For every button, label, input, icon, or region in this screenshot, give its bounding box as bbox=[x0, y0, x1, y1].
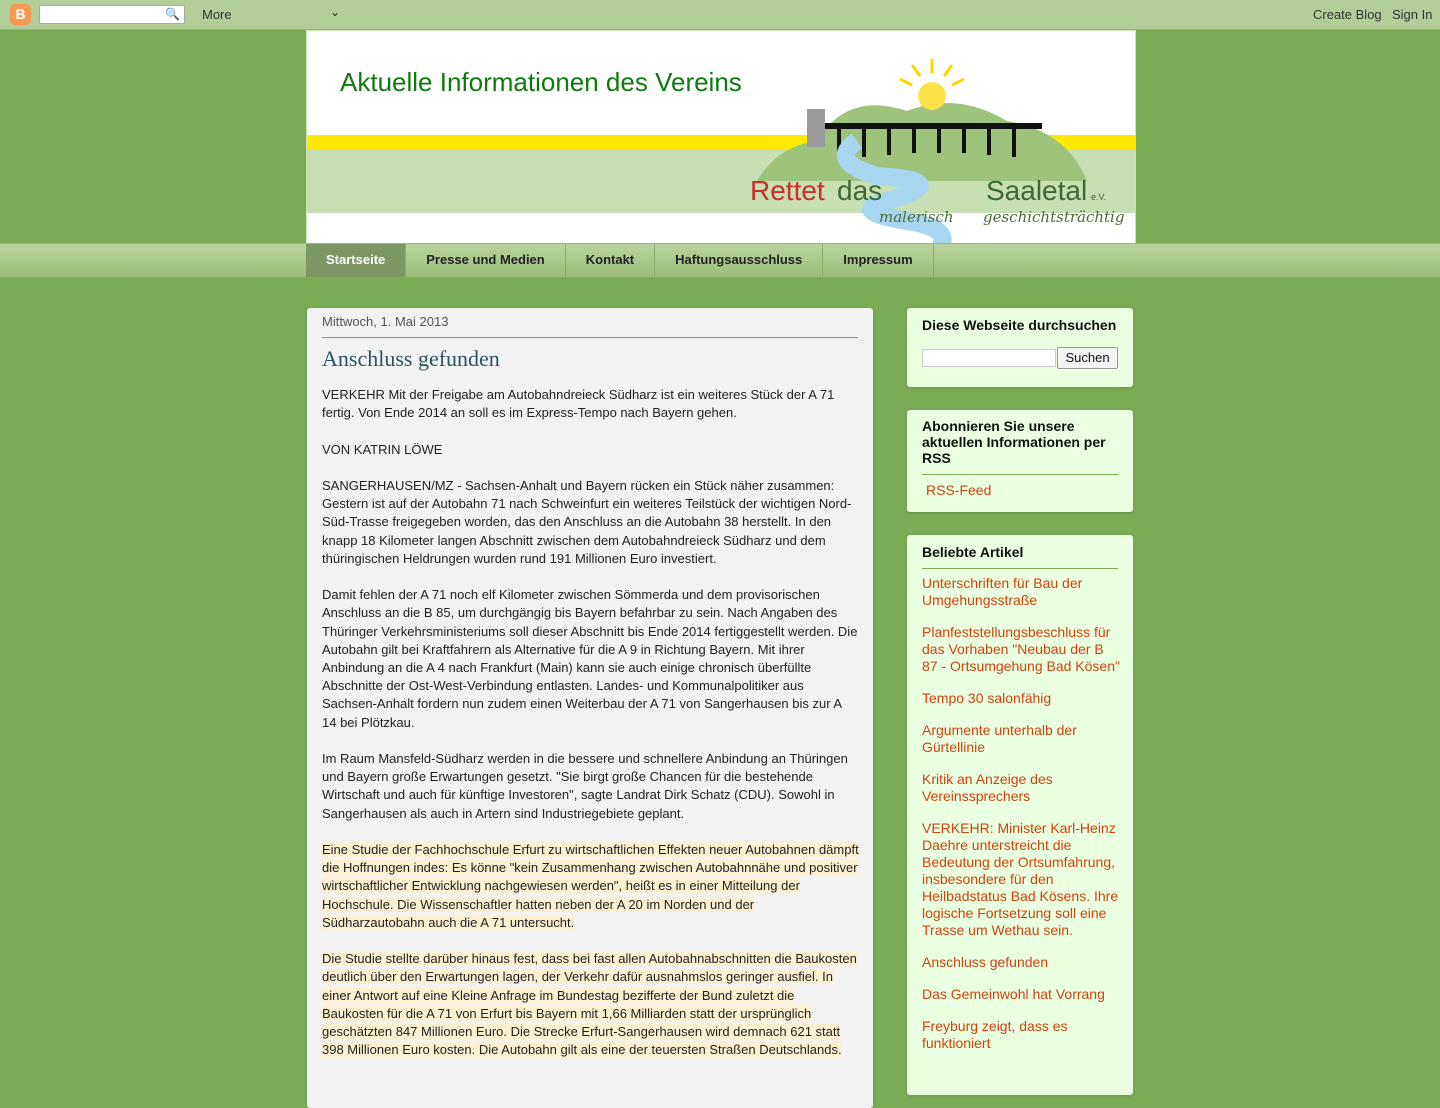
page-tabs-bar bbox=[0, 243, 1440, 278]
search-widget-title: Diese Webseite durchsuchen bbox=[922, 317, 1117, 333]
post-paragraph: VON KATRIN LÖWE bbox=[322, 441, 443, 457]
rss-widget-title: Abonnieren Sie unsere aktuellen Informationen per RSS bbox=[922, 418, 1118, 475]
more-dropdown[interactable]: More bbox=[202, 7, 232, 22]
post-date: Mittwoch, 1. Mai 2013 bbox=[322, 314, 858, 338]
blogger-logo-icon[interactable]: B bbox=[10, 4, 31, 25]
popular-post-link[interactable]: Planfeststellungsbeschluss für das Vorhaben "Neubau der B 87 - Ortsumgehung Bad Kösen" bbox=[922, 624, 1120, 674]
post-paragraph-highlighted bbox=[322, 841, 859, 932]
popular-post-link[interactable]: VERKEHR: Minister Karl-Heinz Daehre unterstreicht die Bedeutung der Ortsumfahrung, insbesondere für den Heilbadstatus Bad Kösens. Ihre logische Fortsetzung soll eine Trasse um Wethau sein. bbox=[922, 820, 1119, 938]
page-tabs bbox=[306, 244, 934, 277]
post-paragraph: SANGERHAUSEN/MZ - Sachsen-Anhalt und Bayern rücken ein Stück näher zusammen: Gestern ist auf der Autobahn 71 nach Schweinfurt ein weiteres Teilstück der wichtigen Nord-Süd-Trasse freigegeben worden, das den Anschluss an die Autobahn 38 herstellt. In den knapp 18 Kilometer langen Abschnitt zwischen dem Autobahndreieck Südharz und dem thüringischen Heldrungen wurden rund 191 Millionen Euro investiert. bbox=[322, 477, 852, 566]
highlighted-text: Die Studie stellte darüber hinaus fest, dass bei fast allen Autobahnabschnitten die Baukosten deutlich über den Erwartungen lagen, der Verkehr dafür ausnahmslos geringer ausfiel. In einer Antwort auf eine Kleine Anfrage im Bundestag bezifferte der Bund zuletzt die Baukosten für die A 71 von Erfurt bis Bayern mit 1,66 Milliarden statt der ursprünglich geschätzten 847 Millionen Euro. Die Strecke Erfurt-Sangerhausen wird demnach 621 statt 398 Millionen Euro kosten. Die Autobahn gilt als eine der teuersten Straßen Deutschlands. bbox=[322, 951, 857, 1058]
post-paragraph-highlighted bbox=[322, 950, 859, 1059]
blogger-navbar bbox=[0, 0, 1440, 30]
popular-post-link[interactable]: Unterschriften für Bau der Umgehungsstraße bbox=[922, 575, 1083, 608]
brand-rettet: Rettet bbox=[750, 175, 825, 206]
tab-startseite[interactable]: Startseite bbox=[306, 244, 406, 277]
rss-widget bbox=[907, 410, 1133, 512]
search-icon[interactable]: 🔍 bbox=[165, 7, 180, 21]
post-paragraph: VERKEHR Mit der Freigabe am Autobahndreieck Südharz ist ein weiteres Stück der A 71 fertig. Von Ende 2014 an soll es im Express-Tempo nach Bayern gehen. bbox=[322, 387, 835, 421]
tab-haftungsausschluss[interactable]: Haftungsausschluss bbox=[655, 244, 823, 277]
blog-post bbox=[307, 308, 873, 1108]
popular-posts-widget bbox=[907, 535, 1133, 1095]
chevron-down-icon[interactable]: ⌄ bbox=[330, 5, 341, 19]
blog-title[interactable]: Aktuelle Informationen des Vereins bbox=[340, 67, 742, 97]
post-title[interactable]: Anschluss gefunden bbox=[322, 346, 500, 371]
tagline-malerisch: malerisch bbox=[879, 208, 954, 226]
brand-ev: e.V. bbox=[1091, 192, 1107, 202]
tagline-geschichtstraechtig: geschichtsträchtig bbox=[983, 208, 1125, 226]
blog-header bbox=[306, 30, 1136, 244]
search-input[interactable] bbox=[922, 349, 1056, 367]
popular-post-link[interactable]: Tempo 30 salonfähig bbox=[922, 690, 1052, 706]
brand-das: das bbox=[837, 175, 883, 206]
highlighted-text: Eine Studie der Fachhochschule Erfurt zu wirtschaftlichen Effekten neuer Autobahnen dämpft die Hoffnungen indes: Es könne "kein Zusammenhang zwischen Autobahnnähe und positiver wirtschaftlicher Entwicklung nachgewiesen werden", heißt es in einer Mitteilung der Hochschule. Die Wissenschaftler hatten neben der A 20 im Norden und der Südharzautobahn auch die A 71 untersucht. bbox=[322, 842, 859, 930]
tab-presse-und-medien[interactable]: Presse und Medien bbox=[406, 244, 565, 277]
popular-post-link[interactable]: Freyburg zeigt, dass es funktioniert bbox=[922, 1018, 1068, 1051]
popular-posts-list bbox=[922, 575, 1122, 1067]
tab-impressum[interactable]: Impressum bbox=[823, 244, 933, 277]
post-paragraph: Damit fehlen der A 71 noch elf Kilometer zwischen Sömmerda und dem provisorischen Anschluss an die B 85, um durchgängig bis Bayern befahrbar zu sein. Nach Angaben des Thüringer Verkehrsministeriums soll dieser Abschnitt bis Ende 2014 fertiggestellt werden. Die Autobahn gilt bei Kraftfahrern als Alternative für die A 9 in Richtung Bayern. Mit ihrer Anbindung an die A 4 nach Frankfurt (Main) kann sie auch einige chronisch überfüllte Abschnitte der Ost-West-Verbindung entlasten. Landes- und Kommunalpolitiker aus Sachsen-Anhalt fordern nun zudem einen Weiterbau der A 71 von Sangerhausen bis zur A 14 bei Plötzkau. bbox=[322, 587, 858, 730]
popular-post-link[interactable]: Das Gemeinwohl hat Vorrang bbox=[922, 986, 1105, 1002]
popular-posts-title: Beliebte Artikel bbox=[922, 544, 1118, 569]
sign-in-link[interactable]: Sign In bbox=[1392, 7, 1433, 22]
popular-post-link[interactable]: Argumente unterhalb der Gürtellinie bbox=[922, 722, 1077, 755]
search-widget bbox=[907, 308, 1133, 387]
rss-feed-link[interactable]: RSS-Feed bbox=[926, 482, 992, 498]
search-button[interactable]: Suchen bbox=[1057, 347, 1118, 369]
tab-kontakt[interactable]: Kontakt bbox=[566, 244, 655, 277]
post-body bbox=[322, 386, 859, 1078]
brand-saaletal: Saaletal bbox=[986, 175, 1088, 206]
navbar-search-input[interactable] bbox=[39, 5, 185, 24]
post-paragraph: Im Raum Mansfeld-Südharz werden in die bessere und schnellere Anbindung an Thüringen und Bayern große Erwartungen gesetzt. "Sie birgt große Chancen für die bestehende Wirtschaft und auch für künftige Investoren", sagte Landrat Dirk Schatz (CDU). Sowohl in Sangerhausen als auch in Artern sind Industriegebiete geplant. bbox=[322, 751, 848, 821]
popular-post-link[interactable]: Anschluss gefunden bbox=[922, 954, 1049, 970]
popular-post-link[interactable]: Kritik an Anzeige des Vereinssprechers bbox=[922, 771, 1053, 804]
create-blog-link[interactable]: Create Blog bbox=[1313, 7, 1382, 22]
